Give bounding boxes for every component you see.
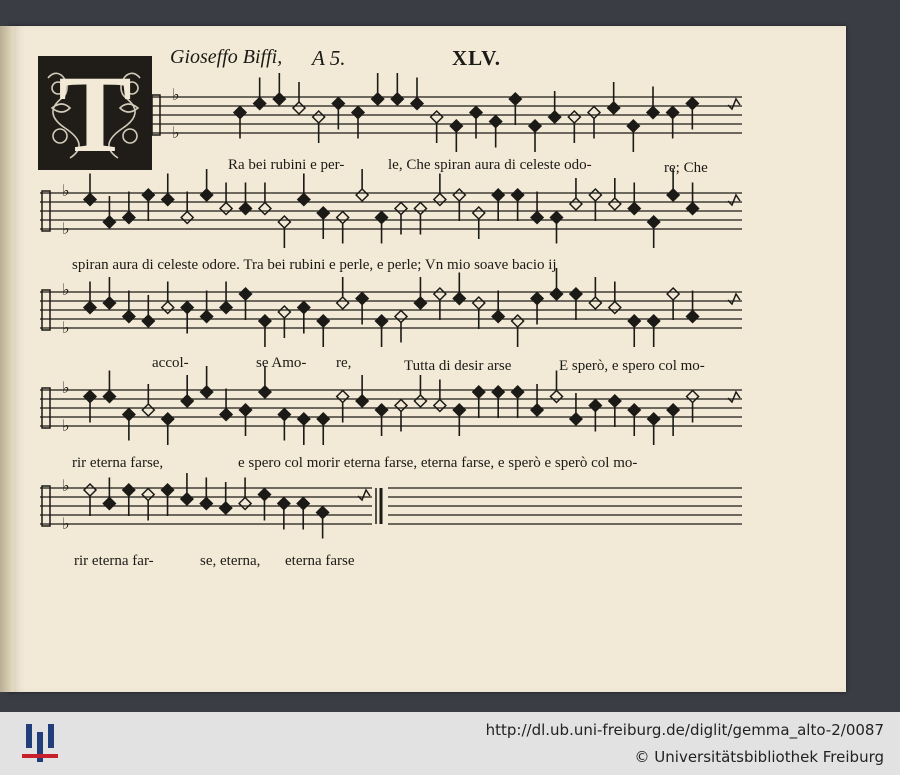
note-head (687, 391, 699, 403)
note-head (356, 293, 368, 305)
note-head (686, 98, 698, 110)
note-head (273, 93, 285, 105)
note-head (431, 111, 443, 123)
note-head (414, 297, 426, 309)
note-head (531, 404, 543, 416)
note-head (317, 315, 329, 327)
note-head (609, 302, 621, 314)
permalink-url[interactable]: http://dl.ub.uni-freiburg.de/diglit/gemma_alto-2/0087 (485, 721, 884, 739)
note-head (372, 93, 384, 105)
note-head (317, 507, 329, 519)
lyric-line3-e: E sperò, e spero col mo- (559, 358, 705, 374)
note-head (293, 102, 305, 114)
note-head (162, 484, 174, 496)
note-head (142, 404, 154, 416)
viewer-footer (0, 712, 900, 775)
note-head (259, 315, 271, 327)
note-head (473, 386, 485, 398)
note-head (162, 413, 174, 425)
library-logo-icon (22, 720, 58, 766)
lyric-line3-c: re, (336, 355, 352, 371)
note-head (609, 198, 621, 210)
note-head (531, 212, 543, 224)
lyric-line1-c: re; Che (664, 160, 708, 176)
lyric-line3-b: se Amo- (256, 355, 307, 371)
custos-mark (728, 99, 740, 109)
note-head (142, 189, 154, 201)
note-head (240, 404, 252, 416)
flat-sign: ♭ (62, 514, 70, 533)
flat-sign: ♭ (62, 219, 70, 238)
note-head (628, 315, 640, 327)
note-head (254, 98, 266, 110)
note-head (84, 194, 96, 206)
lyric-line5-c: eterna farse (285, 553, 355, 569)
note-head (588, 107, 600, 119)
note-head (123, 212, 135, 224)
note-head (337, 212, 349, 224)
note-head (473, 207, 485, 219)
note-head (492, 386, 504, 398)
note-head (337, 297, 349, 309)
note-head (490, 116, 502, 128)
note-head (473, 297, 485, 309)
note-head (84, 484, 96, 496)
note-head (608, 102, 620, 114)
note-head (414, 395, 426, 407)
note-head (434, 288, 446, 300)
note-head (551, 288, 563, 300)
flat-sign: ♭ (62, 181, 70, 200)
note-head (647, 107, 659, 119)
note-head (103, 297, 115, 309)
note-head (531, 293, 543, 305)
note-head (628, 404, 640, 416)
note-head (411, 98, 423, 110)
note-head (356, 395, 368, 407)
note-head (103, 498, 115, 510)
note-head (376, 315, 388, 327)
flat-sign: ♭ (62, 280, 70, 299)
note-head (356, 189, 368, 201)
note-head (648, 315, 660, 327)
custos-mark (728, 392, 740, 402)
note-head (414, 203, 426, 215)
note-head (298, 413, 310, 425)
note-head (395, 203, 407, 215)
composer-name: Gioseffo Biffi, (170, 46, 283, 68)
note-head (648, 216, 660, 228)
note-head (470, 107, 482, 119)
lyric-line4-a: rir eterna farse, (72, 455, 164, 471)
note-head (337, 391, 349, 403)
voicing-label: A 5. (312, 46, 346, 70)
note-head (492, 311, 504, 323)
note-head (200, 498, 212, 510)
note-head (570, 198, 582, 210)
note-head (667, 288, 679, 300)
note-head (239, 498, 251, 510)
note-head (220, 409, 232, 421)
lyric-line3-d: Tutta di desir arse (404, 358, 512, 374)
note-head (512, 315, 524, 327)
note-head (103, 216, 115, 228)
note-head (201, 189, 213, 201)
note-head (201, 386, 213, 398)
note-head (609, 395, 621, 407)
note-head (123, 311, 135, 323)
note-head (667, 189, 679, 201)
note-head (453, 189, 465, 201)
note-head (551, 391, 563, 403)
note-head (278, 498, 290, 510)
lyric-line1-b: le, Che spiran aura di celeste odo- (388, 157, 592, 173)
lyric-line3-a: accol- (152, 355, 189, 371)
note-head (84, 391, 96, 403)
note-head (142, 489, 154, 501)
note-head (627, 120, 639, 132)
custos-mark (728, 195, 740, 205)
note-head (376, 212, 388, 224)
flat-sign: ♭ (62, 476, 70, 495)
note-head (332, 98, 344, 110)
note-head (259, 203, 271, 215)
note-head (453, 404, 465, 416)
note-head (391, 93, 403, 105)
lyric-line2: spiran aura di celeste odore. Tra bei rubini e perle, e perle; Vn mio soave bacio ij (72, 257, 557, 273)
note-head (297, 498, 309, 510)
note-head (278, 409, 290, 421)
lyric-line1-a: Ra bei rubini e per- (228, 157, 345, 173)
note-head (570, 288, 582, 300)
note-head (395, 400, 407, 412)
note-head (570, 413, 582, 425)
flat-sign: ♭ (172, 123, 180, 142)
note-head (450, 120, 462, 132)
note-head (317, 207, 329, 219)
note-head (123, 484, 135, 496)
note-head (512, 189, 524, 201)
note-head (395, 311, 407, 323)
lyric-line5-b: se, eterna, (200, 553, 261, 569)
note-head (434, 194, 446, 206)
note-head (313, 111, 325, 123)
note-head (181, 493, 193, 505)
note-head (628, 203, 640, 215)
note-head (512, 386, 524, 398)
note-head (352, 107, 364, 119)
note-head (123, 409, 135, 421)
flat-sign: ♭ (62, 378, 70, 397)
note-head (317, 413, 329, 425)
flat-sign: ♭ (62, 416, 70, 435)
piece-number: XLV. (452, 46, 501, 70)
note-head (648, 413, 660, 425)
note-head (667, 404, 679, 416)
note-head (220, 502, 232, 514)
custos-mark (358, 490, 370, 500)
note-head (181, 395, 193, 407)
flat-sign: ♭ (172, 85, 180, 104)
note-head (162, 302, 174, 314)
copyright-notice: © Universitätsbibliothek Freiburg (634, 748, 884, 766)
note-head (376, 404, 388, 416)
note-head (589, 189, 601, 201)
note-head (278, 216, 290, 228)
note-head (298, 194, 310, 206)
note-head (509, 93, 521, 105)
initial-letter: T (58, 53, 132, 175)
custos-mark (728, 294, 740, 304)
note-head (453, 293, 465, 305)
note-head (589, 297, 601, 309)
note-head (492, 189, 504, 201)
note-head (667, 107, 679, 119)
note-head (549, 111, 561, 123)
note-head (278, 306, 290, 318)
note-head (240, 288, 252, 300)
note-head (181, 212, 193, 224)
note-head (240, 203, 252, 215)
note-head (687, 203, 699, 215)
note-head (142, 315, 154, 327)
note-head (234, 107, 246, 119)
note-head (181, 302, 193, 314)
note-head (529, 120, 541, 132)
note-head (568, 111, 580, 123)
note-head (220, 302, 232, 314)
note-head (201, 311, 213, 323)
note-head (687, 311, 699, 323)
flat-sign: ♭ (62, 318, 70, 337)
note-head (259, 386, 271, 398)
note-head (434, 400, 446, 412)
note-head (589, 400, 601, 412)
note-head (220, 203, 232, 215)
note-head (162, 194, 174, 206)
note-head (84, 302, 96, 314)
note-head (551, 212, 563, 224)
note-head (298, 302, 310, 314)
note-head (258, 489, 270, 501)
lyric-line5-a: rir eterna far- (74, 553, 154, 569)
lyric-line4-b: e spero col morir eterna farse, eterna farse, e sperò e sperò col mo- (238, 455, 638, 471)
note-head (103, 391, 115, 403)
